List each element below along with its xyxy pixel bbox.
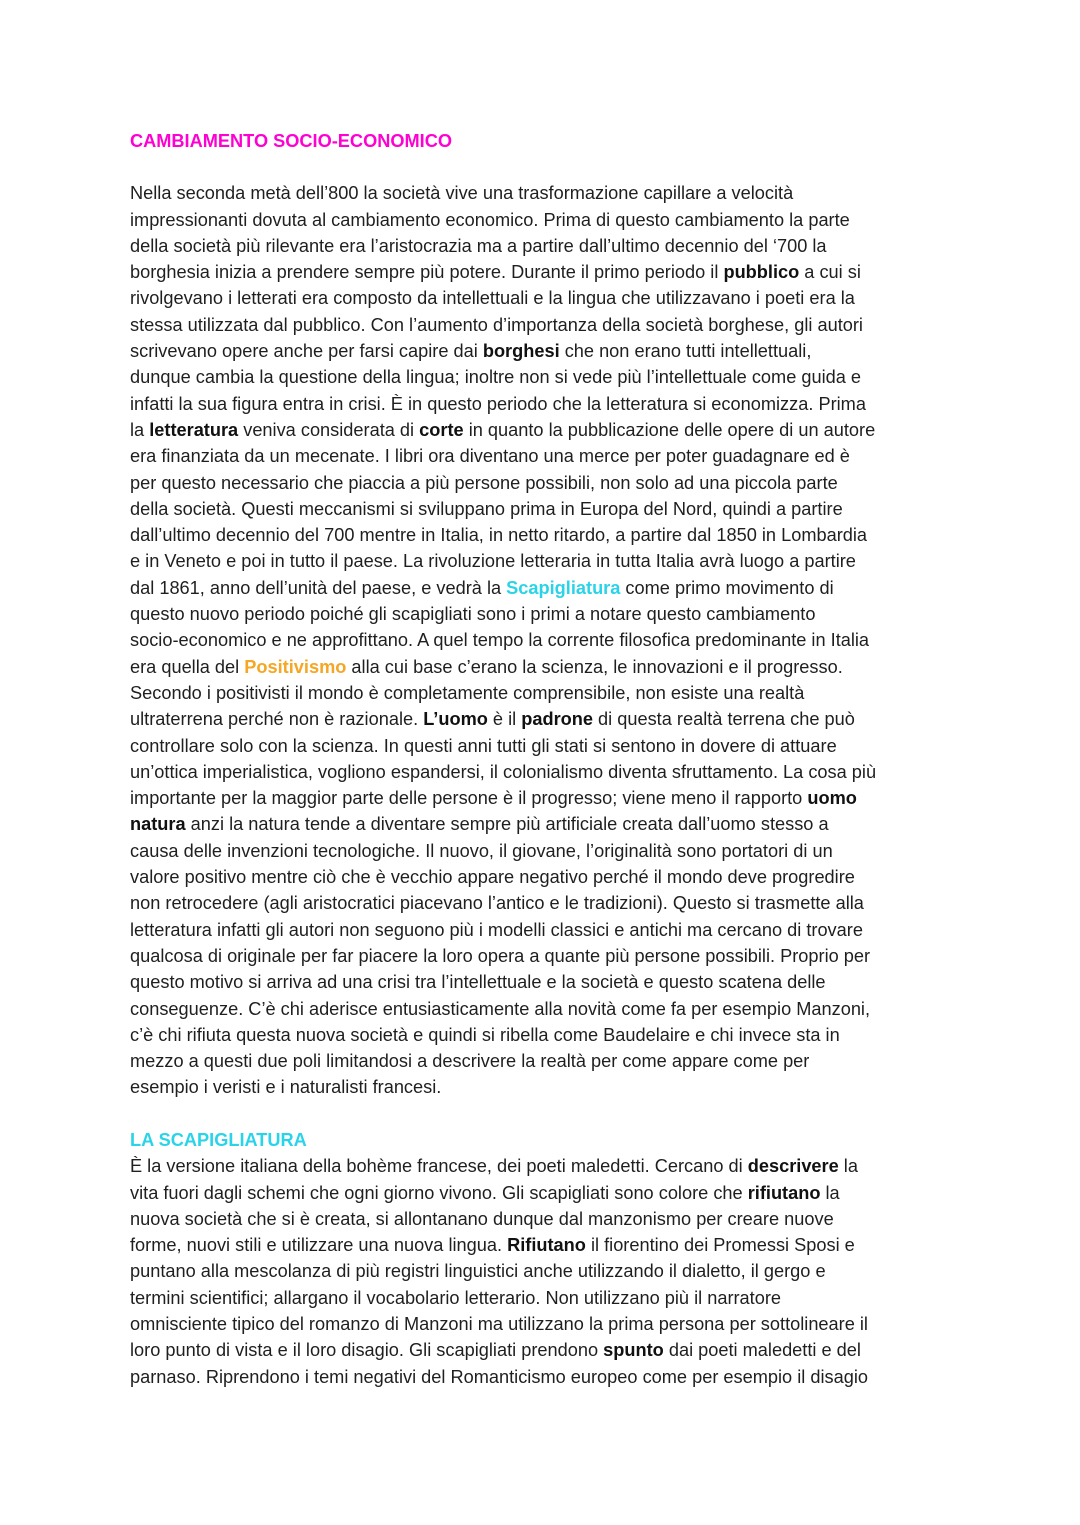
paragraph-scapigliatura	[130, 1153, 960, 1390]
text-line: Secondo i positivisti il mondo è completamente comprensibile, non esiste una realtà	[130, 682, 805, 703]
text-line: stessa utilizzata dal pubblico. Con l’aumento d’importanza della società borghese, gli autori	[130, 314, 863, 335]
highlight-term-scapigliatura: Scapigliatura	[506, 577, 621, 598]
text-line: c’è chi rifiuta questa nuova società e quindi si ribella come Baudelaire e chi invece sta in	[130, 1024, 840, 1045]
text-run: loro punto di vista e il loro disagio. Gli scapigliati prendono	[130, 1340, 604, 1361]
text-run: era quella del	[130, 656, 245, 677]
text-line	[130, 1232, 960, 1258]
section-title-scapigliatura: LA SCAPIGLIATURA	[130, 1129, 307, 1150]
text-run: ultraterrena perché non è razionale.	[130, 709, 424, 730]
text-line	[130, 1153, 960, 1179]
text-run: anzi la natura tende a diventare sempre più artificiale creata dall’uomo stesso a	[185, 814, 829, 835]
text-line: infatti la sua figura entra in crisi. È in questo periodo che la letteratura si economizza. Prima	[130, 393, 866, 414]
text-run: la	[130, 419, 150, 440]
text-run: borghesia inizia a prendere sempre più potere. Durante il primo periodo il	[130, 262, 724, 283]
text-run: importante per la maggior parte delle persone è il progresso; viene meno il rapporto	[130, 788, 808, 809]
text-line: dall’ultimo decennio del 700 mentre in Italia, in netto ritardo, a partire dal 1850 in Lombardia	[130, 525, 868, 546]
text-run: il fiorentino dei Promessi Sposi e	[585, 1235, 855, 1256]
text-run: è il	[487, 709, 522, 730]
text-line: questo nuovo periodo poiché gli scapigliati sono i primi a notare questo cambiamento	[130, 604, 816, 625]
text-line: esempio i veristi e i naturalisti francesi.	[130, 1077, 442, 1098]
bold-term-letteratura: letteratura	[149, 419, 239, 440]
section-spacer	[130, 1101, 960, 1127]
text-run: dai poeti maledetti e del	[663, 1340, 861, 1361]
text-line: non retrocedere (agli aristocratici piacevano l’antico e le tradizioni). Questo si trasmette alla	[130, 893, 864, 914]
text-run: forme, nuovi stili e utilizzare una nuova lingua.	[130, 1235, 508, 1256]
text-line: omnisciente tipico del romanzo di Manzoni ma utilizzano la prima persona per sottolineare il	[130, 1314, 868, 1335]
document-page	[130, 128, 960, 1390]
text-run: veniva considerata di	[238, 419, 420, 440]
text-line	[130, 338, 960, 364]
text-run: in quanto la pubblicazione delle opere di un autore	[463, 419, 876, 440]
text-run: È la versione italiana della bohème francese, dei poeti maledetti. Cercano di	[130, 1156, 748, 1177]
text-line: e in Veneto e poi in tutto il paese. La rivoluzione letteraria in tutta Italia avrà luogo a partire	[130, 551, 856, 572]
text-run: come primo movimento di	[620, 577, 834, 598]
bold-term-pubblico: pubblico	[723, 262, 800, 283]
text-line: valore positivo mentre ciò che è vecchio appare negativo perché il mondo deve progredire	[130, 867, 855, 888]
text-line: parnaso. Riprendono i temi negativi del Romanticismo europeo come per esempio il disagio	[130, 1366, 868, 1387]
bold-term-borghesi: borghesi	[482, 341, 560, 362]
text-line: mezzo a questi due poli limitandosi a descrivere la realtà per come appare come per	[130, 1051, 810, 1072]
bold-term-corte: corte	[419, 419, 464, 440]
text-line: rivolgevano i letterati era composto da intellettuali e la lingua che utilizzavano i poeti era la	[130, 288, 855, 309]
text-line: impressionanti dovuta al cambiamento economico. Prima di questo cambiamento la parte	[130, 209, 850, 230]
text-line	[130, 706, 960, 732]
bold-term-rifiutano: rifiutano	[747, 1182, 821, 1203]
text-line: qualcosa di originale per far piacere la loro opera a quante più persone possibili. Proprio per	[130, 945, 871, 966]
paragraph-cambiamento	[130, 180, 960, 1100]
bold-term-natura: natura	[130, 814, 186, 835]
text-line: causa delle invenzioni tecnologiche. Il nuovo, il giovane, l’originalità sono portatori di un	[130, 840, 833, 861]
text-run: scrivevano opere anche per farsi capire dai	[130, 341, 483, 362]
text-line: dunque cambia la questione della lingua; inoltre non si vede più l’intellettuale come guida e	[130, 367, 862, 388]
text-line: socio-economico e ne approfittano. A quel tempo la corrente filosofica predominante in Italia	[130, 630, 870, 651]
text-run: alla cui base c’erano la scienza, le innovazioni e il progresso.	[346, 656, 843, 677]
text-run: che non erano tutti intellettuali,	[559, 341, 812, 362]
bold-term-uomo: L’uomo	[423, 709, 488, 730]
text-line: nuova società che si è creata, si allontanano dunque dal manzonismo per creare nuove	[130, 1208, 834, 1229]
highlight-term-positivismo: Positivismo	[244, 656, 347, 677]
text-run: a cui si	[799, 262, 861, 283]
bold-term-uomo-natura: uomo	[807, 788, 857, 809]
text-line	[130, 1180, 960, 1206]
text-line: controllare solo con la scienza. In questi anni tutti gli stati si sentono in dovere di attuare	[130, 735, 837, 756]
bold-term-descrivere: descrivere	[747, 1156, 839, 1177]
text-line: era finanziata da un mecenate. I libri ora diventano una merce per poter guadagnare ed è	[130, 446, 850, 467]
text-line	[130, 259, 960, 285]
text-run: la	[820, 1182, 840, 1203]
text-line: termini scientifici; allargano il vocabolario letterario. Non utilizzano più il narratore	[130, 1287, 782, 1308]
text-line: puntano alla mescolanza di più registri linguistici anche utilizzando il dialetto, il gergo e	[130, 1261, 826, 1282]
bold-term-rifiutano-2: Rifiutano	[507, 1235, 586, 1256]
text-run: dal 1861, anno dell’unità del paese, e vedrà la	[130, 577, 507, 598]
text-line	[130, 1337, 960, 1363]
text-line	[130, 811, 960, 837]
text-line	[130, 575, 960, 601]
text-line: questo motivo si arriva ad una crisi tra l’intellettuale e la società e questo scatena delle	[130, 972, 826, 993]
text-run: vita fuori dagli schemi che ogni giorno vivono. Gli scapigliati sono colore che	[130, 1182, 748, 1203]
text-line: letteratura infatti gli autori non seguono più i modelli classici e antichi ma cercano di trovare	[130, 919, 863, 940]
bold-term-spunto: spunto	[603, 1340, 664, 1361]
text-line: conseguenze. C’è chi aderisce entusiasticamente alla novità come fa per esempio Manzoni,	[130, 998, 871, 1019]
text-run: la	[838, 1156, 858, 1177]
section-title-cambiamento: CAMBIAMENTO SOCIO-ECONOMICO	[130, 131, 452, 151]
text-line	[130, 654, 960, 680]
text-line: della società più rilevante era l’aristocrazia ma a partire dall’ultimo decennio del ‘700 la	[130, 235, 827, 256]
text-line: della società. Questi meccanismi si sviluppano prima in Europa del Nord, quindi a partire	[130, 498, 843, 519]
text-run: di questa realtà terrena che può	[592, 709, 855, 730]
text-line: per questo necessario che piaccia a più persone possibili, non solo ad una piccola parte	[130, 472, 838, 493]
text-line: un’ottica imperialistica, vogliono espandersi, il colonialismo diventa sfruttamento. La cosa più	[130, 761, 877, 782]
text-line: Nella seconda metà dell’800 la società vive una trasformazione capillare a velocità	[130, 183, 794, 204]
text-line	[130, 785, 960, 811]
text-line	[130, 417, 960, 443]
bold-term-padrone: padrone	[521, 709, 593, 730]
